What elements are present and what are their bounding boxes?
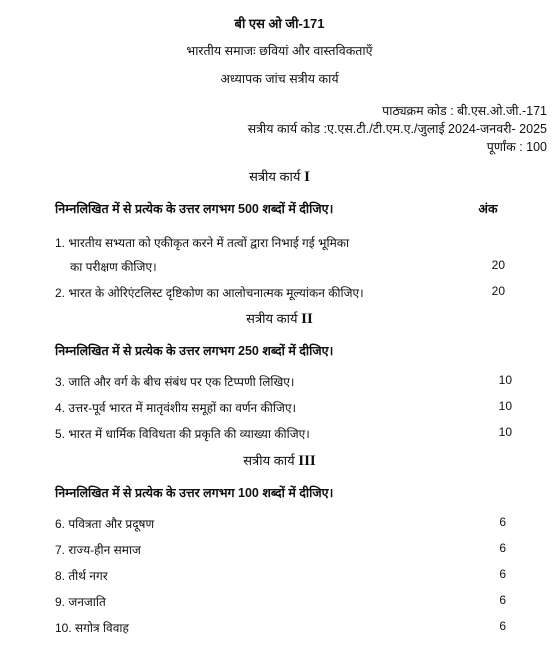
question-10: 10. सगोत्र विवाह [55,621,129,635]
section-instruction: निम्नलिखित में से प्रत्येक के उत्तर लगभग 500 शब्दों में दीजिए। [55,202,334,216]
section-heading-2 [0,309,559,328]
assignment-code: सत्रीय कार्य कोड :ए.एस.टी./टी.एम.ए./जुलाई 2024-जनवरी- 2025 [247,122,547,136]
marks-header: अंक [478,202,498,216]
assignment-type: अध्यापक जांच सत्रीय कार्य [220,72,339,86]
section-title: सत्रीय कार्य [243,453,295,468]
section-instruction: निम्नलिखित में से प्रत्येक के उत्तर लगभग 250 शब्दों में दीजिए। [55,344,334,358]
question-1-line2: का परीक्षण कीजिए। [70,260,157,274]
course-name: भारतीय समाजः छवियां और वास्तविकताएँ [186,44,373,58]
question-3-marks: 10 [498,373,512,387]
question-10-marks: 6 [499,619,506,633]
max-marks: पूर्णांक : 100 [486,140,547,154]
question-4-marks: 10 [498,399,512,413]
question-5-marks: 10 [498,425,512,439]
question-8-marks: 6 [499,567,506,581]
question-2-marks: 20 [491,284,505,298]
question-4: 4. उत्तर-पूर्व भारत में मातृवंशीय समूहों का वर्णन कीजिए। [55,401,297,415]
programme-code: पाठ्यक्रम कोड : बी.एस.ओ.जी.-171 [382,104,547,118]
question-1-marks: 20 [491,258,505,272]
question-2: 2. भारत के ओरिएंटलिस्ट दृष्टिकोण का आलोचनात्मक मूल्यांकन कीजिए। [55,286,364,300]
question-5: 5. भारत में धार्मिक विविधता की प्रकृति की व्याख्या कीजिए। [55,427,310,441]
section-heading-3 [0,451,559,470]
course-code-title: बी एस ओ जी-171 [234,16,325,31]
section-roman: II [301,311,313,327]
question-7-marks: 6 [499,541,506,555]
question-7: 7. राज्य-हीन समाज [55,543,141,557]
question-3: 3. जाति और वर्ग के बीच संबंध पर एक टिप्पणी लिखिए। [55,375,295,389]
section-heading-1 [0,167,559,186]
question-6: 6. पवित्रता और प्रदूषण [55,517,155,531]
question-9-marks: 6 [499,593,506,607]
question-8: 8. तीर्थ नगर [55,569,108,583]
section-roman: III [298,453,316,469]
question-6-marks: 6 [499,515,506,529]
section-title: सत्रीय कार्य [249,169,301,184]
section-roman: I [304,169,310,185]
section-title: सत्रीय कार्य [246,311,298,326]
section-instruction: निम्नलिखित में से प्रत्येक के उत्तर लगभग 100 शब्दों में दीजिए। [55,486,334,500]
question-9: 9. जनजाति [55,595,106,609]
question-1-line1: 1. भारतीय सभ्यता को एकीकृत करने में तत्वों द्वारा निभाई गई भूमिका [55,236,350,250]
